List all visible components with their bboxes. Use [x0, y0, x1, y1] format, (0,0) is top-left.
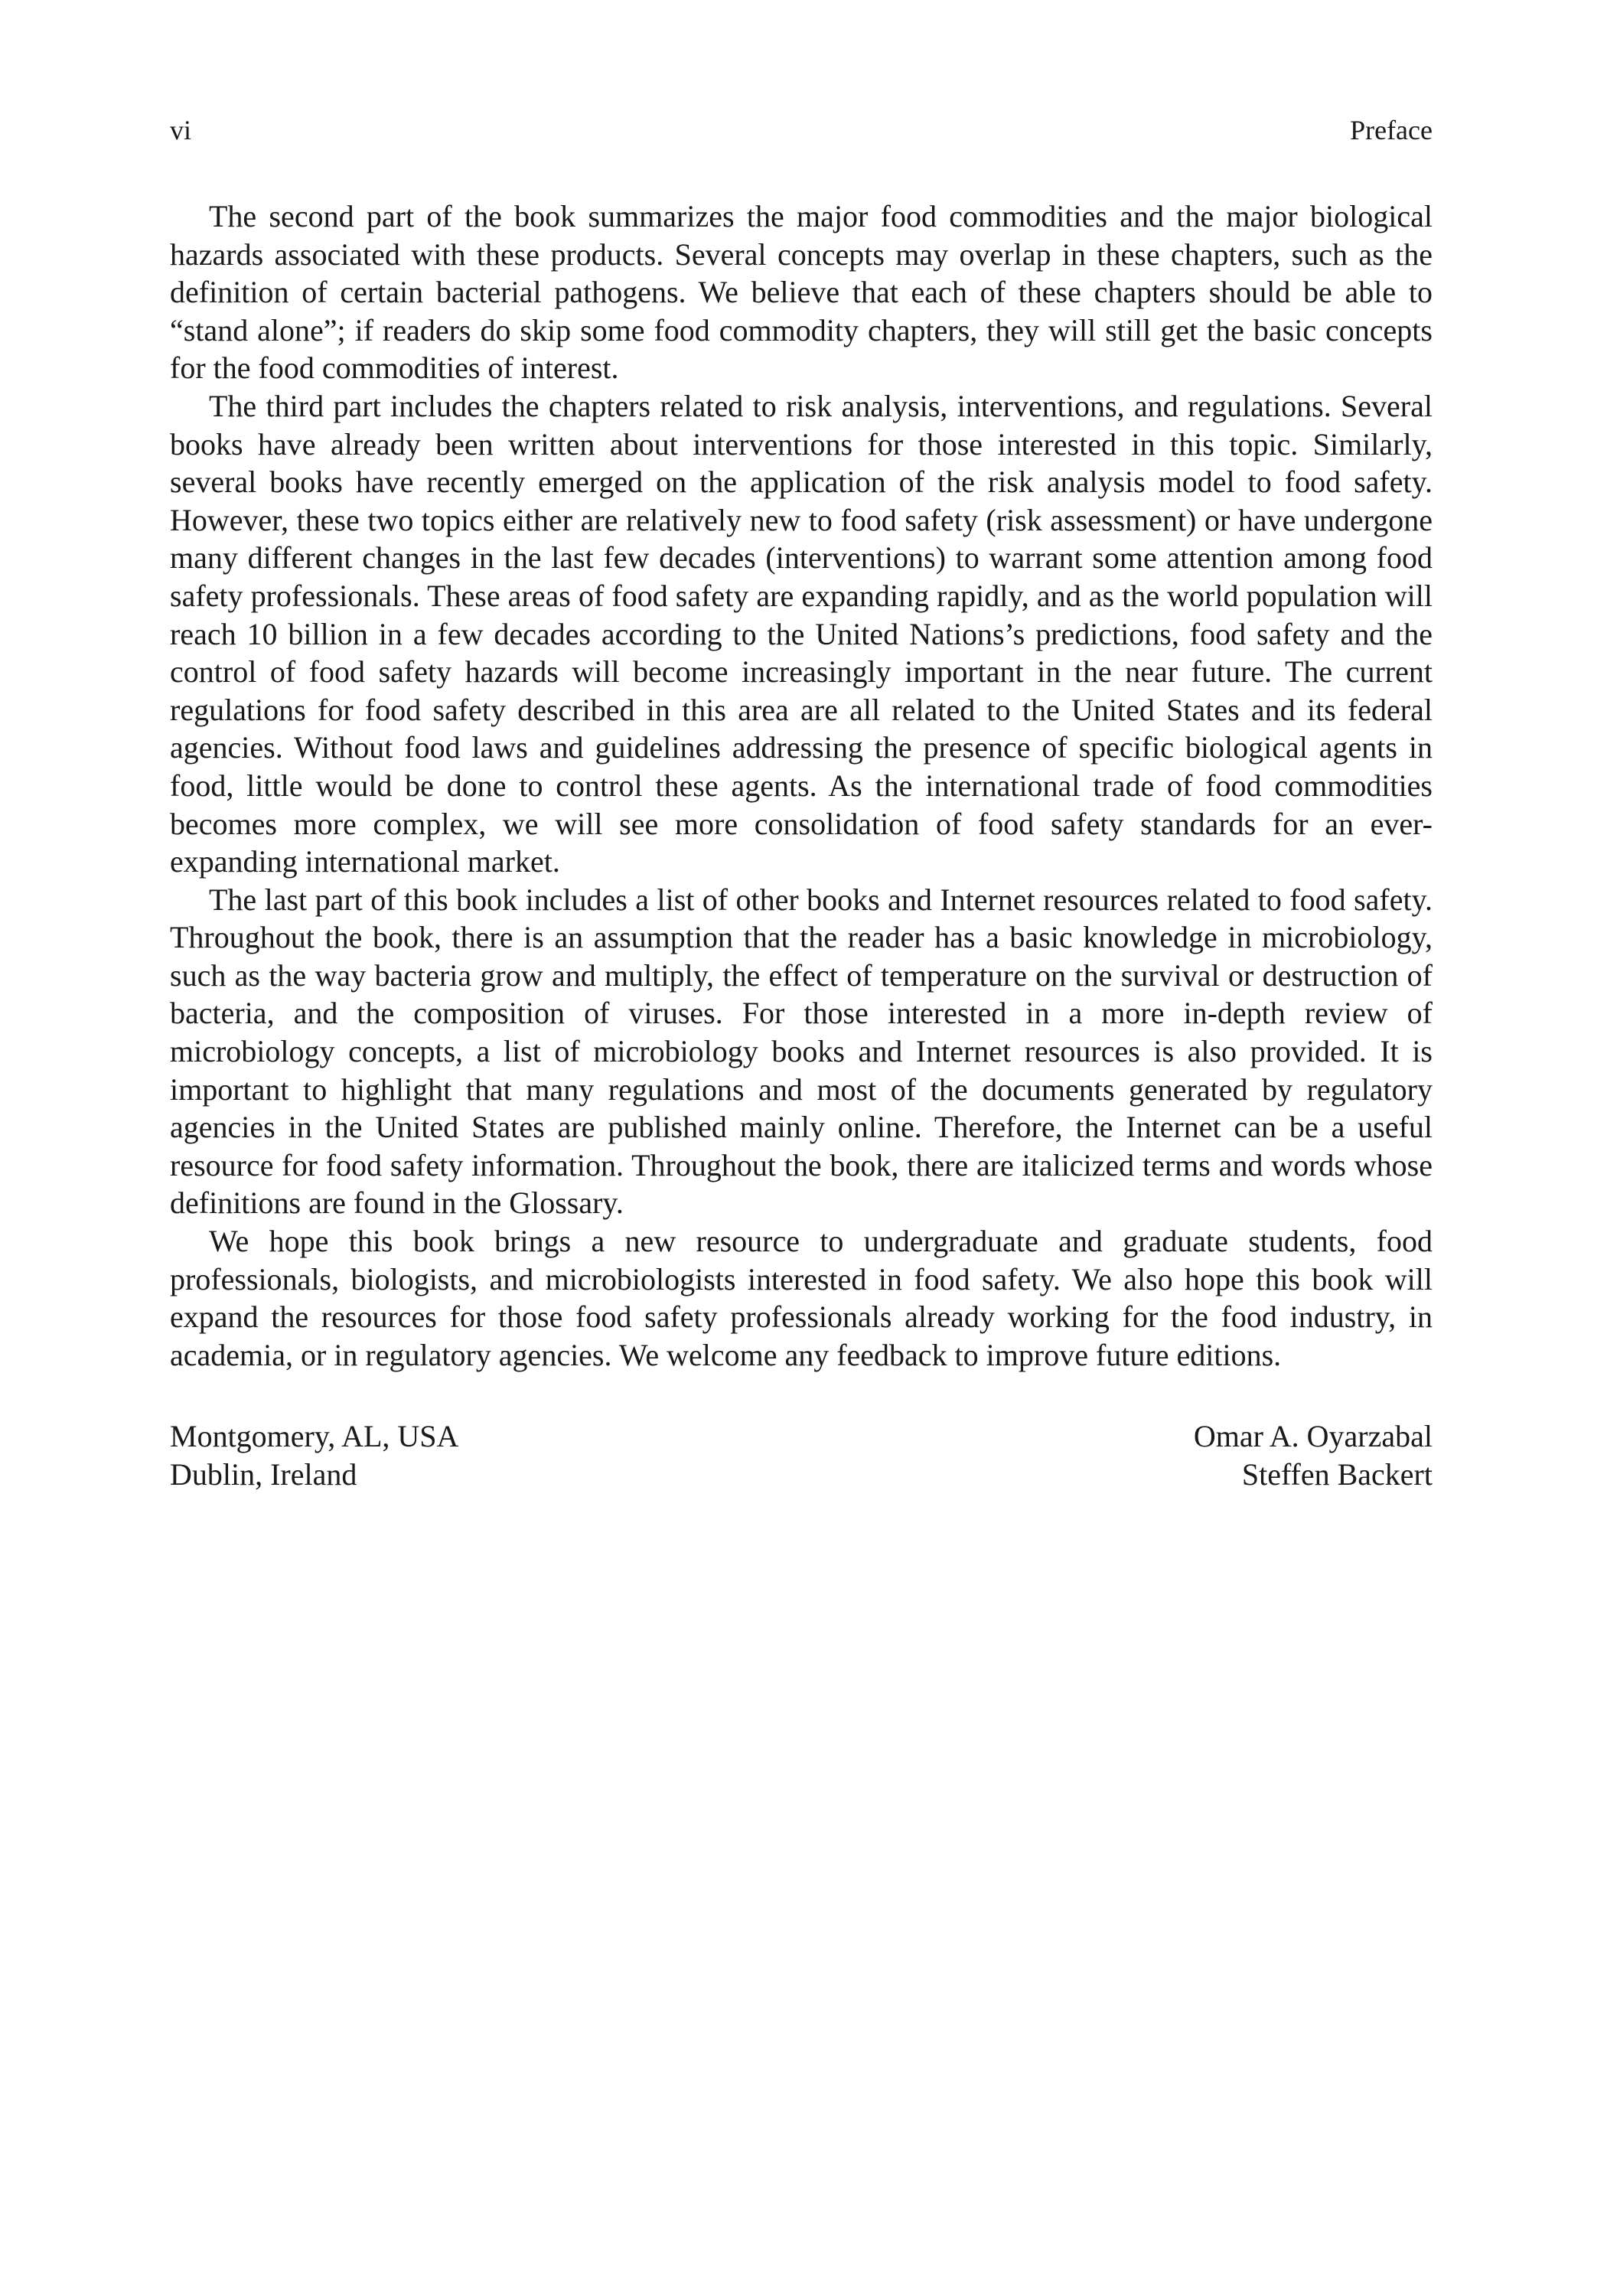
signature-place: Dublin, Ireland [170, 1456, 357, 1492]
signature-place: Montgomery, AL, USA [170, 1419, 459, 1453]
preface-body [170, 197, 1433, 1374]
paragraph-closing: We hope this book brings a new resource to undergraduate and graduate students, food professionals, biologists, and microbiologists interested in food safety. We also hope this book will expand the resources for those food safety professionals already working for the food industry, in academia, or in regulatory agencies. We welcome any feedback to improve future editions. [170, 1224, 1433, 1372]
signature-author: Omar A. Oyarzabal [1193, 1419, 1433, 1453]
signature-author: Steffen Backert [1241, 1456, 1433, 1492]
running-title: Preface [1350, 115, 1433, 145]
running-header [170, 111, 1433, 149]
paragraph-third-part: The third part includes the chapters related to risk analysis, interventions, and regulations. Several books have already been written about interventions for those interested in this topic. Similarly, several books have recently emerged on the application of the risk analysis model to food safety. However, these two topics either are relatively new to food safety (risk assessment) or have undergone many different changes in the last few decades (interventions) to warrant some attention among food safety professionals. These areas of food safety are expanding rapidly, and as the world population will reach 10 billion in a few decades according to the United Nations’s predictions, food safety and the control of food safety hazards will become increasingly important in the near future. The current regulations for food safety described in this area are all related to the United States and its federal agencies. Without food laws and guidelines addressing the presence of specific biological agents in food, little would be done to control these agents. As the international trade of food commodities becomes more complex, we will see more consolidation of food safety standards for an ever-expanding international market. [170, 388, 1433, 879]
paragraph-second-part: The second part of the book summarizes the major food commodities and the major biological hazards associated with these products. Several concepts may overlap in these chapters, such as the definition of certain bacterial pathogens. We believe that each of these chapters should be able to “stand alone”; if readers do skip some food commodity chapters, they will still get the basic concepts for the food commodities of interest. [170, 199, 1433, 386]
signature-row [170, 1417, 1433, 1456]
page-number: vi [170, 115, 192, 145]
paragraph-last-part: The last part of this book includes a list of other books and Internet resources related to food safety. Throughout the book, there is an assumption that the reader has a basic knowledge in microbiology, such as the way bacteria grow and multiply, the effect of temperature on the survival or destruction of bacteria, and the composition of viruses. For those interested in a more in-depth review of microbiology concepts, a list of microbiology books and Internet resources is also provided. It is important to highlight that many regulations and most of the documents generated by regulatory agencies in the United States are published mainly online. Therefore, the Internet can be a useful resource for food safety information. Throughout the book, there are italicized terms and words whose definitions are found in the Glossary. [170, 882, 1433, 1221]
signature-row [170, 1456, 1433, 1494]
signature-block [170, 1417, 1433, 1493]
